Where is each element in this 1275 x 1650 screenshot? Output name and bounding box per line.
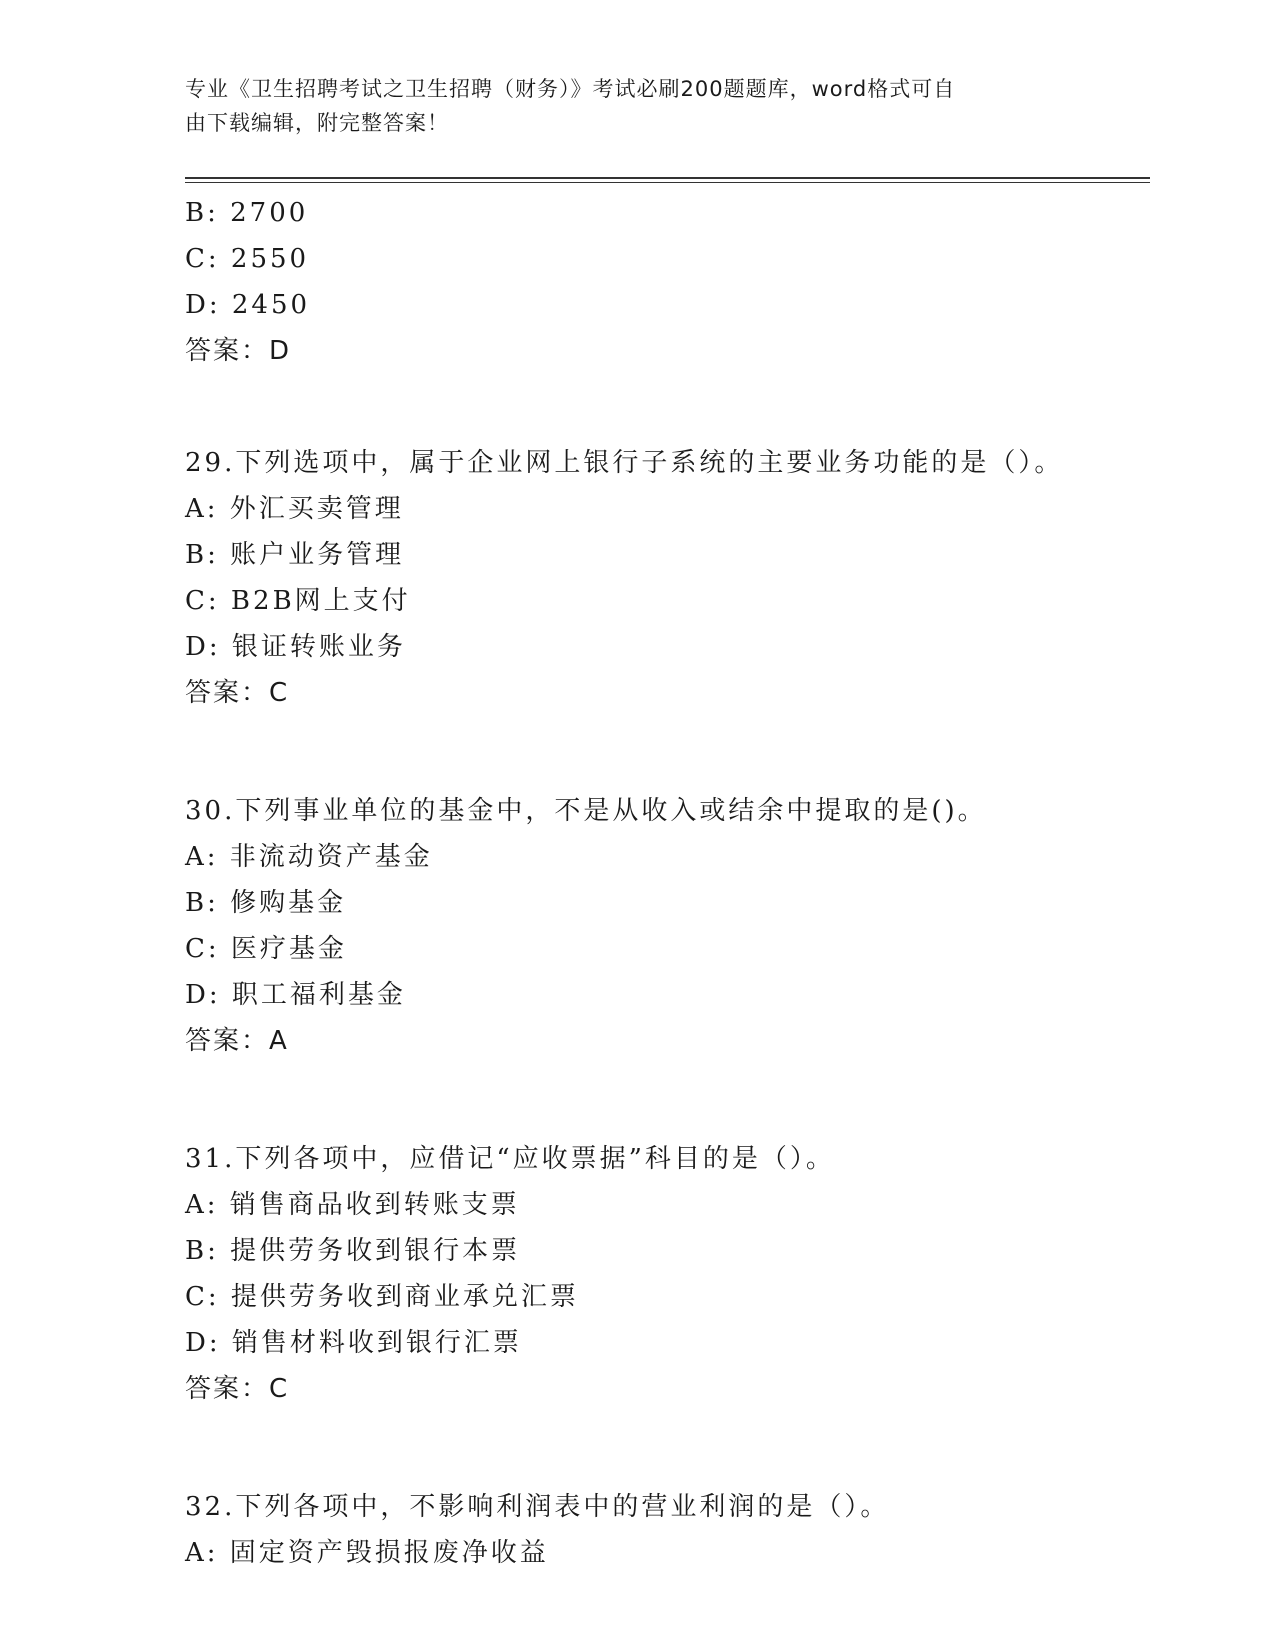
- option-a: A: 固定资产毁损报废净收益: [185, 1538, 549, 1568]
- option-a: A: 外汇买卖管理: [185, 494, 404, 524]
- option-b: B: 账户业务管理: [185, 540, 405, 570]
- option-c: C: 提供劳务收到商业承兑汇票: [185, 1282, 579, 1312]
- option-d: D: 银证转账业务: [185, 632, 406, 662]
- option-c: C: 医疗基金: [185, 934, 347, 964]
- header-title-line-2: 由下载编辑，附完整答案！: [185, 111, 449, 135]
- question-31: [185, 1136, 1145, 1412]
- question-30: [185, 788, 1145, 1064]
- answer-line: 答案：C: [185, 1374, 290, 1404]
- question-text: 32.下列各项中，不影响利润表中的营业利润的是（）。: [185, 1492, 890, 1522]
- option-b: B: 修购基金: [185, 888, 347, 918]
- question-32: [185, 1484, 1145, 1576]
- answer-line: 答案：A: [185, 1026, 289, 1056]
- question-29: [185, 440, 1145, 716]
- document-header: [185, 72, 1065, 140]
- header-divider-top: [185, 177, 1150, 179]
- answer-line: 答案：D: [185, 336, 292, 366]
- question-list: [185, 190, 1145, 1576]
- option-a: A: 非流动资产基金: [185, 842, 433, 872]
- header-title-line-1: 专业《卫生招聘考试之卫生招聘（财务）》考试必刷200题题库，word格式可自: [185, 77, 956, 101]
- option-b: B: 提供劳务收到银行本票: [185, 1236, 521, 1266]
- option-a: A: 销售商品收到转账支票: [185, 1190, 520, 1220]
- question-text: 30.下列事业单位的基金中，不是从收入或结余中提取的是()。: [185, 796, 987, 826]
- option-d: D: 2450: [185, 290, 311, 320]
- option-c: C: B2B网上支付: [185, 586, 411, 616]
- option-d: D: 销售材料收到银行汇票: [185, 1328, 522, 1358]
- option-c: C: 2550: [185, 244, 310, 274]
- question-28-continued: [185, 190, 1145, 374]
- answer-line: 答案：C: [185, 678, 290, 708]
- header-divider-bottom: [185, 182, 1150, 183]
- question-text: 31.下列各项中，应借记“应收票据”科目的是（）。: [185, 1144, 835, 1174]
- option-b: B: 2700: [185, 198, 309, 228]
- option-d: D: 职工福利基金: [185, 980, 406, 1010]
- question-text: 29.下列选项中，属于企业网上银行子系统的主要业务功能的是（）。: [185, 448, 1064, 478]
